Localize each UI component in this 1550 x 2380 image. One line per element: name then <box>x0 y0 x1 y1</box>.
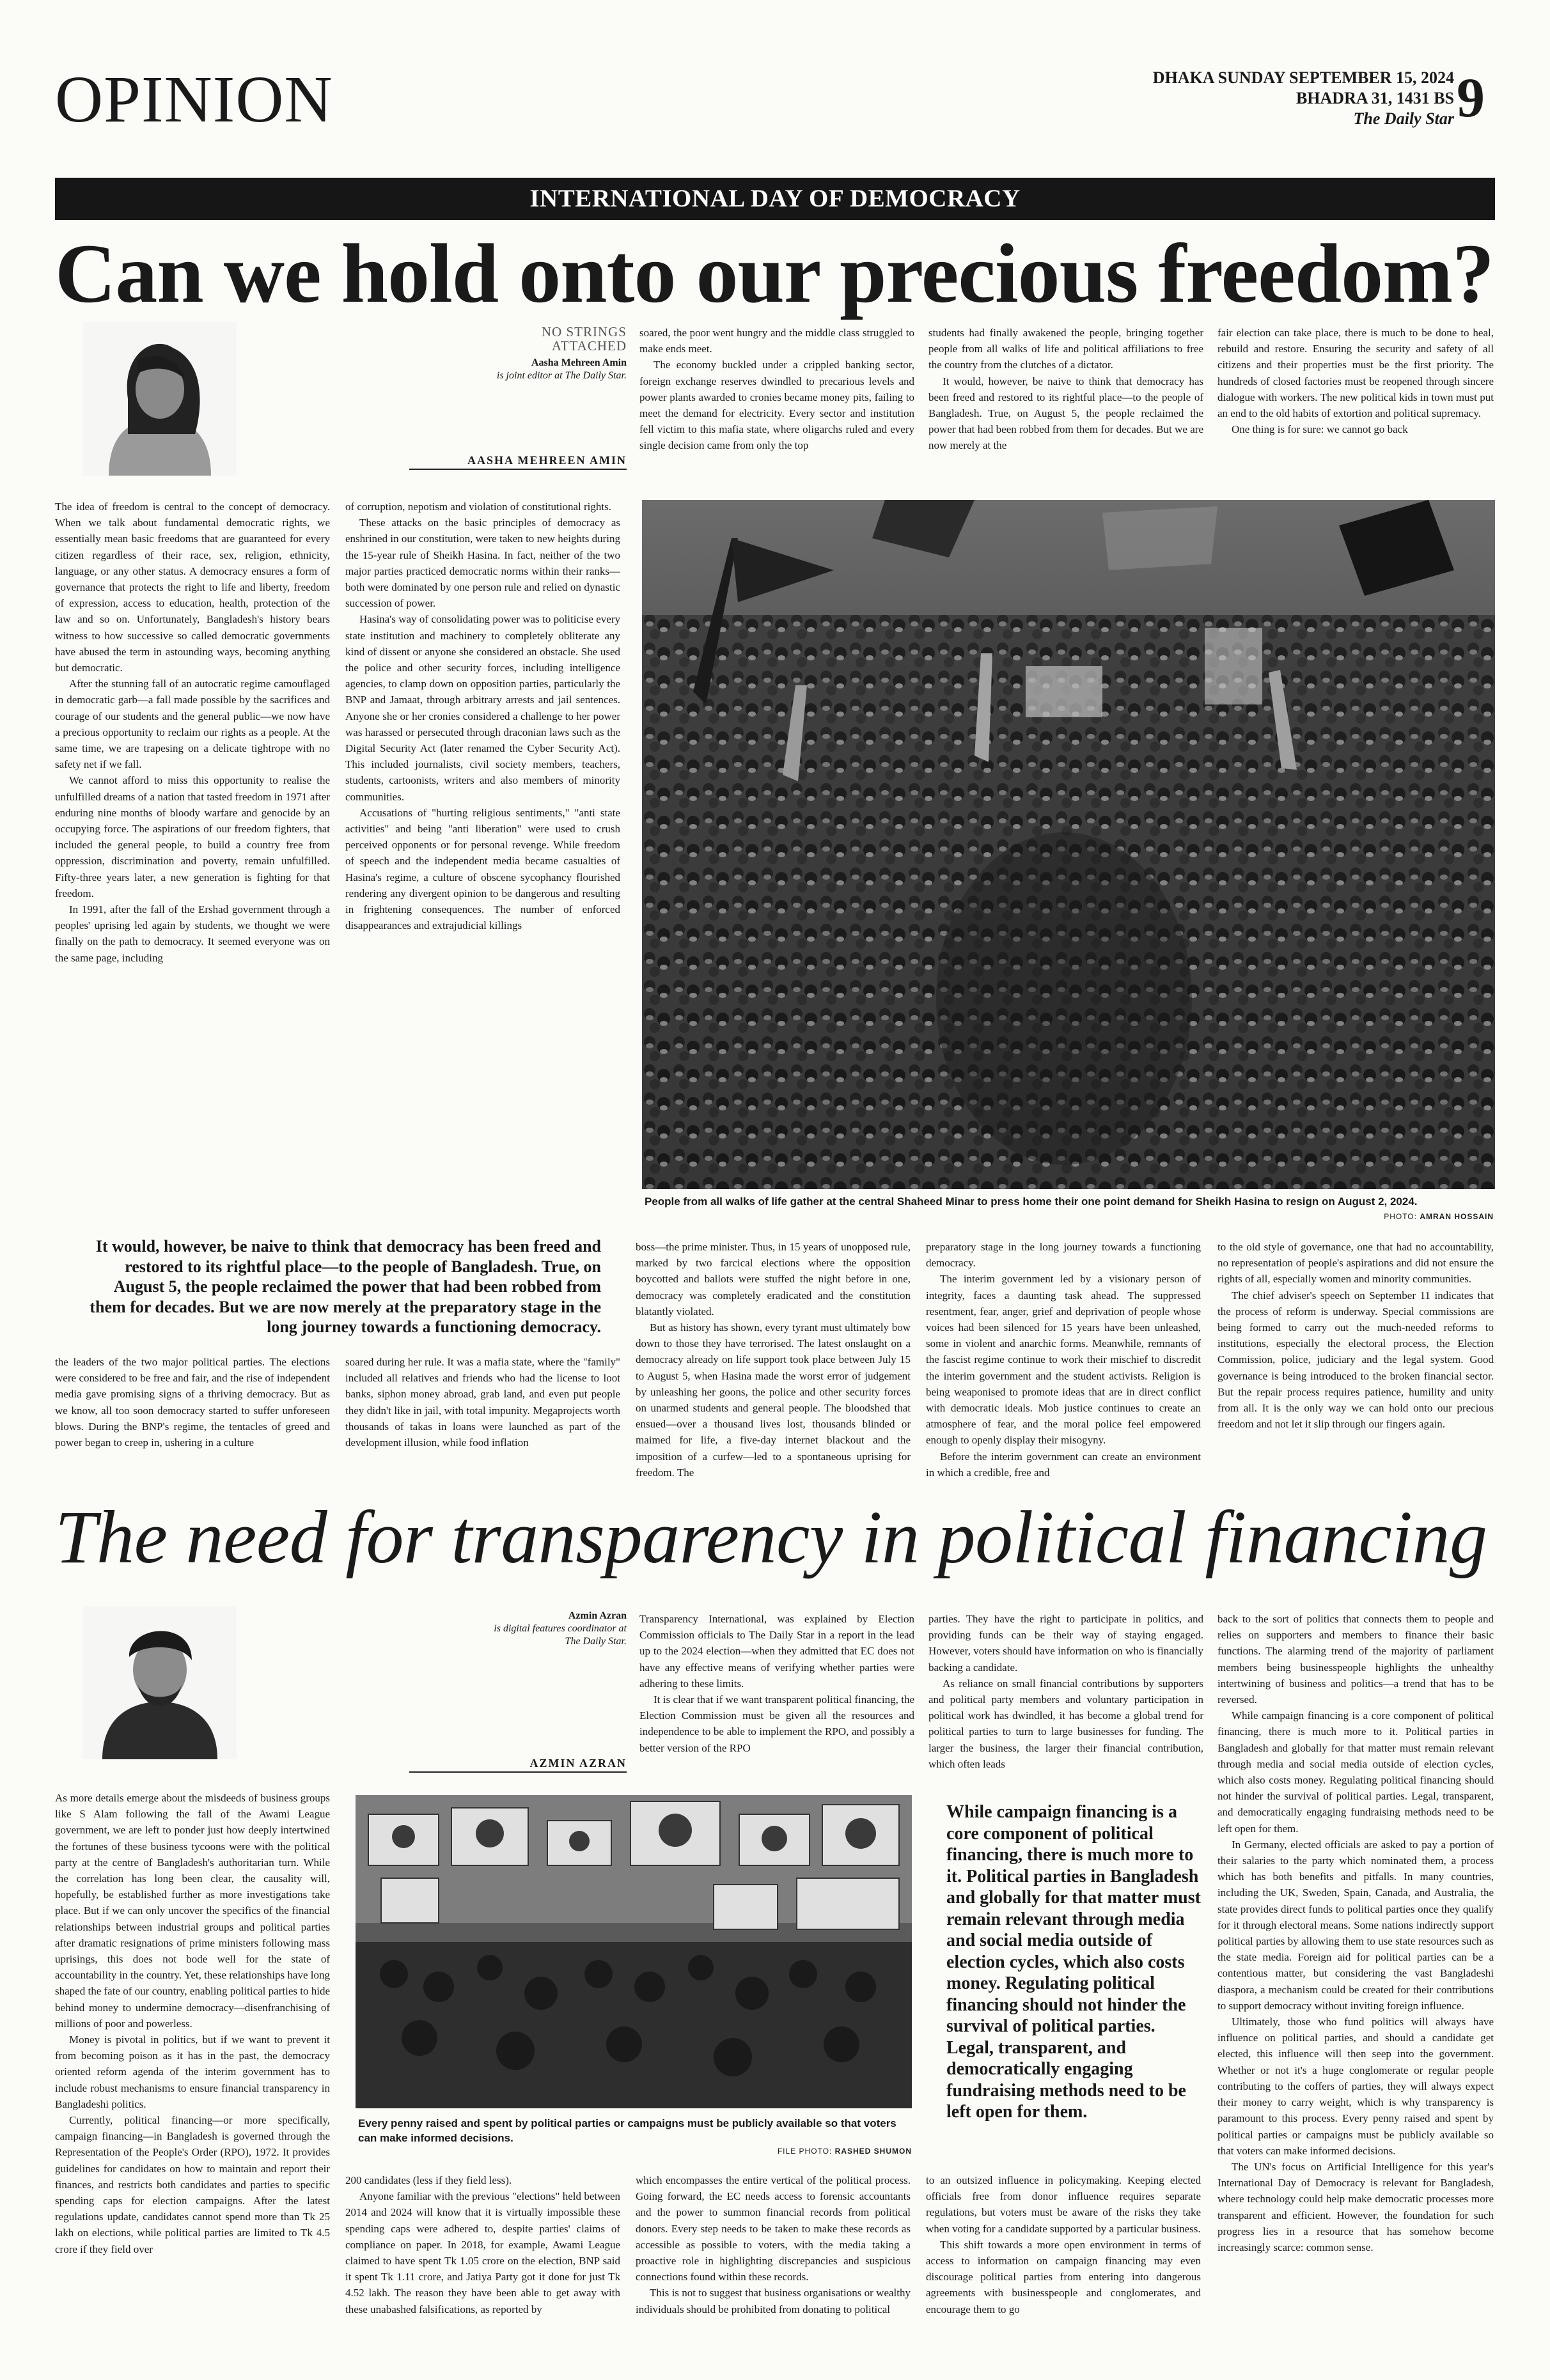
author-short-name-2: Azmin Azran <box>568 1610 627 1621</box>
article2-headline: The need for transparency in political financing <box>55 1495 1487 1579</box>
article2-photo-posters <box>356 1795 912 2108</box>
author-role: is joint editor at The Daily Star. <box>496 370 627 381</box>
paragraph: We cannot afford to miss this opportunity to realise the unfulfilled dreams of a nation that tasted freedom in 1971 after enduring nine months of bloody warfare and genocide by an occupying force. The aspirations of our freedom fighters, that included the general people, to build a country free from oppression, discrimination and poverty, remain unfulfilled. Fifty-three years later, a new generation is fighting for that freedom. <box>55 774 330 899</box>
paragraph: One thing is for sure: we cannot go back <box>1232 423 1408 436</box>
paragraph: back to the sort of politics that connects them to people and relies on supporters and members to finance their basic functions. The alarming trend of the majority of parliament members being businesspeople highlights the unhealthy intertwining of business and politics—a trend that has to be reversed. <box>1217 1613 1494 1706</box>
author-role-2a: is digital features coordinator at <box>494 1623 627 1634</box>
paragraph: of corruption, nepotism and violation of constitutional rights. <box>345 501 611 513</box>
paragraph: Accusations of "hurting religious sentiments," "anti state activities" and being "anti liberation" were used to crush perceived opponents or for personal revenge. While freedom of speech and the independent media became casualties of Hasina's regime, a culture of obscene sycophancy flourished rendering any divergent opinion to be dangerous and resulting in frightening consequences. The number of enforced disappearances and extrajudicial killings <box>345 806 620 932</box>
paragraph: This is not to suggest that business organisations or wealthy individuals should be prohibited from donating to political <box>636 2287 911 2315</box>
article1-kicker-banner: INTERNATIONAL DAY OF DEMOCRACY <box>55 178 1495 220</box>
paragraph: As more details emerge about the misdeeds of business groups like S Alam following the fall of the Awami League government, we are left to ponder just how deeply intertwined the fortunes of these business tycoons were with the political party at the centre of Bangladesh's authoritarian turn. While the correlation has long been clear, the causality will, hopefully, be established further as more investigations take place. But if we can only uncover the specifics of the financial relationships between industrial groups and political parties after dramatic resignations of prime ministers following mass uprisings, this does not bode well for the state of accountability in the country. Yet, these relationships have long shaped the fate of our country, enabling political parties to hide behind money to undermine democracy—disenfranchising of millions of poor and powerless. <box>55 1792 330 2030</box>
paragraph: In 1991, after the fall of the Ershad government through a peoples' uprising led again by students, we thought we were finally on the path to democracy. It seemed everyone was on the same page, including <box>55 903 330 964</box>
article1-headline: Can we hold onto our precious freedom? <box>55 226 1494 320</box>
paragraph: It would, however, be naive to think that democracy has been freed and restored to its rightful place—to the people of Bangladesh. True, on August 5, the people reclaimed the power that had been robbed from them for decades. But we are now merely at the <box>928 375 1203 452</box>
article2-bot-col-4 <box>926 2172 1201 2346</box>
paragraph: Transparency International, was explained by Election Commission officials to The Daily Star in a report in the lead up to the 2024 election—when they admitted that EC does not have any effective means of verifying whether parties were adhering to these limits. <box>639 1613 914 1690</box>
byline-azmin: AZMIN AZRAN <box>409 1757 627 1773</box>
article2-pull-quote: While campaign financing is a core component of political financing, there is much more to it. Political parties in Bangladesh and globally for that matter must remain relevant through media and social media outside of election cycles, which also costs money. Regulating political financing should not hinder the survival of political parties. Legal, transparent, and democratically engaging fundraising methods need to be left open for them. <box>946 1802 1201 2122</box>
article1-top-col-c <box>1217 325 1494 482</box>
author-photo-azmin <box>83 1606 237 1759</box>
crowd-photo-graphic <box>642 500 1495 1189</box>
page-number: 9 <box>1457 67 1485 129</box>
article1-low-col-4 <box>926 1239 1201 1486</box>
photo-credit-name-2: RASHED SHUMON <box>834 2147 912 2156</box>
paper-name: The Daily Star <box>1353 109 1454 128</box>
author-bio-azmin <box>358 1610 627 1648</box>
paragraph: preparatory stage in the long journey towards a functioning democracy. <box>926 1241 1201 1270</box>
paragraph: But as history has shown, every tyrant must ultimately bow down to those they have terrorised. The latest onslaught on a democracy already on life support took place between July 15 to August 5, when Hasina made the worst error of judgement by unleashing her goons, the police and other security forces on unarmed students and general people. The bloodshed that ensued—over a thousand lives lost, thousands blinded or maimed for life, a five-day internet blackout and the imposition of a curfew—led to a spontaneous uprising for freedom. The <box>636 1321 911 1479</box>
posters-photo-graphic <box>356 1795 912 2108</box>
paragraph: which encompasses the entire vertical of the political process. Going forward, the EC needs access to forensic accountants and the power to summon financial records from political donors. Every step needs to be taken to make these records as accessible as possible to voters, with the media taking a proactive role in highlighting discrepancies and suspicious connections found within these records. <box>636 2174 911 2283</box>
article1-top-col-a <box>639 325 914 482</box>
paragraph: fair election can take place, there is much to be done to heal, rebuild and restore. Ensuring the security and safety of all citizens and their properties must be the first priority. The hundreds of closed factories must be reopened through sincere dialogue with workers. The new political kids in town must put an end to the old habits of extortion and political supremacy. <box>1217 327 1494 420</box>
paragraph: The idea of freedom is central to the concept of democracy. When we talk about fundamental democratic rights, we essentially mean basic freedoms that are guaranteed for every citizen regardless of their race, sex, religion, ethnicity, language, or any other status. A democracy ensures a form of governance that protects the right to life and liberty, freedom of expression, access to education, health, protection of the law and so on. Unfortunately, Bangladesh's history bears witness to how successive so called democratic governments have abused the term in astounding ways, becoming anything but democratic. <box>55 501 330 674</box>
paragraph: After the stunning fall of an autocratic regime camouflaged in democratic garb—a fall made possible by the sacrifices and courage of our students and the general public—we now have a precious opportunity to reclaim our rights as a people. At the same time, we are trapesing on a delicate tightrope with no safety net if we fall. <box>55 678 330 771</box>
author-photo-aasha <box>83 322 237 476</box>
paragraph: Before the interim government can create an environment in which a credible, free and <box>926 1450 1201 1479</box>
paragraph: The economy buckled under a crippled banking sector, foreign exchange reserves dwindled to precarious levels and power plants awarded to cronies became money pits, failing to meet the demand for electricity. Every sector and institution fell victim to this mafia state, where oligarchs ruled and every single decision came from only the top <box>639 359 914 452</box>
paragraph: The interim government led by a visionary person of integrity, faces a daunting task ahead. The suppressed resentment, fear, anger, grief and deprivation of people whose voices had been silenced for 15 years have been unleashed, some in violent and anarchic forms. Meanwhile, remnants of the fascist regime continue to work their mischief to discredit the interim government and the student activists. Religion is being weaponised to promote ideas that are in direct conflict with democratic ideals. Mob justice continues to create an atmosphere of fear, and the moral police feel empowered enough to openly display their misogyny. <box>926 1273 1201 1447</box>
paragraph: Ultimately, those who fund politics will always have influence on political parties, and should a candidate get elected, this influence will then seep into the government. Whether or not it's a huge conglomerate or regular people contributing to the coffers of parties, they will always expect their money to carry weight, which is why transparency is paramount to this process. Every penny raised and spent by political parties or campaigns must be publicly available so that voters can make informed decisions. <box>1217 2016 1494 2157</box>
paragraph: Money is pivotal in politics, but if we want to prevent it from becoming poison as it has in the past, the democracy oriented reform agenda of the interim government has to include robust mechanisms to ensure financial transparency in Bangladeshi politics. <box>55 2034 330 2110</box>
paragraph: 200 candidates (less if they field less). <box>345 2174 512 2186</box>
column-title <box>384 325 627 353</box>
paragraph: boss—the prime minister. Thus, in 15 years of unopposed rule, marked by two farcical elections where the opposition boycotted and ballots were stuffed the night before in one, democracy was completely eradicated and the constitution blatantly violated. <box>636 1241 911 1318</box>
photo-credit-label-2: FILE PHOTO: <box>777 2147 833 2156</box>
article2-top-col-a <box>639 1611 914 1777</box>
paragraph: Currently, political financing—or more specifically, campaign financing—in Bangladesh is governed through the Representation of the People's Order (RPO), 1972. It provides guidelines for candidates on how to maintain and report their finances, and restricts both candidates and parties to specific spending caps for election campaigns. After the latest regulations update, candidates cannot spend more than Tk 25 lakh on elections, while political parties are limited to Tk 4.5 crore if they field over <box>55 2114 330 2255</box>
paragraph: This shift towards a more open environment in terms of access to information on campaign financing may even discourage political parties from entering into dangerous agreements with businesspeople and conglomerates, and encourage them to go <box>926 2238 1201 2315</box>
paragraph: soared, the poor went hungry and the middle class struggled to make ends meet. <box>639 327 914 355</box>
paragraph: It is clear that if we want transparent political financing, the Election Commission must be given all the resources and independence to be able to implement the RPO, and possibly a better version of the RPO <box>639 1693 914 1754</box>
article2-left-col <box>55 1790 330 2346</box>
article1-mid-col-1 <box>55 499 330 1207</box>
paragraph: soared during her rule. It was a mafia state, where the "family" included all relatives and friends who had the license to loot banks, siphon money abroad, grab land, and even put people they didn't like in jail, with total impunity. Megaprojects worth thousands of takas in loans were launched as part of the development illusion, while food inflation <box>345 1356 620 1449</box>
article1-photo-caption: People from all walks of life gather at the central Shaheed Minar to press home their one point demand for Sheikh Hasina to resign on August 2, 2024. <box>645 1195 1418 1208</box>
article2-top-col-b <box>928 1611 1203 1777</box>
dateline-block <box>1045 68 1454 129</box>
article1-pull-quote: It would, however, be naive to think that democracy has been freed and restored to its rightful place—to the people of Bangladesh. True, on August 5, the people reclaimed the power that had been robbed from them for decades. But we are now merely at the preparatory stage in the long journey towards a functioning democracy. <box>90 1237 601 1336</box>
author-portrait-graphic <box>83 322 237 476</box>
column-title-line1: NO STRINGS <box>541 324 627 339</box>
paragraph: students had finally awakened the people, bringing together people from all walks of life and political affiliations to free the country from the clutches of a dictator. <box>928 327 1203 371</box>
paragraph: to an outsized influence in policymaking. Keeping elected officials free from donor influence requires separate regulations, but voters must be aware of the risks they take when voting for a candidate supported by a particular business. <box>926 2174 1201 2235</box>
article1-low-col-3 <box>636 1239 911 1486</box>
article1-low-col-1 <box>55 1354 330 1486</box>
article2-right-col <box>1217 1611 1494 2346</box>
dateline: DHAKA SUNDAY SEPTEMBER 15, 2024 <box>1152 68 1454 87</box>
paragraph: In Germany, elected officials are asked to pay a portion of their salaries to the party which nominated them, a process which has both benefits and pitfalls. In many countries, including the UK, Sweden, Spain, Canada, and Australia, the state provides direct funds to political parties once they qualify for it through electoral means. Some nations indirectly support political parties by allowing them to use state resources such as the state media. Foreign aid for political parties can be a contentious matter, but considering the vast Bangladeshi diaspora, a mechanism could be created for their contributions to support democracy without inviting foreign influence. <box>1217 1838 1494 2012</box>
author-short-name: Aasha Mehreen Amin <box>531 357 627 368</box>
article2-bot-col-2 <box>345 2172 620 2346</box>
paragraph: The UN's focus on Artificial Intelligence for this year's International Day of Democracy is relevant for Bangladesh, where technology could help make democratic processes more transparent and efficient. However, the foundation for such progress lies in a resource that has somehow become increasingly scarce: common sense. <box>1217 2160 1494 2253</box>
article1-photo-credit <box>1215 1212 1494 1221</box>
article1-photo-crowd <box>642 500 1495 1189</box>
paragraph: Hasina's way of consolidating power was to politicise every state institution and machinery to completely obliterate any kind of dissent or anyone she considered an obstacle. She used the police and other security forces, including intelligence agencies, to clamp down on opposition parties, particularly the BNP and Jamaat, through arbitrary arrests and jail sentences. Anyone she or her cronies considered a challenge to her power was harassed or persecuted through draconian laws such as the Digital Security Act (later renamed the Cyber Security Act). This included journalists, civil society members, teachers, students, cartoonists, writers and also members of minority communities. <box>345 613 620 803</box>
paragraph: Anyone familiar with the previous "elections" held between 2014 and 2024 will know that it is virtually impossible these spending caps were adhered to, despite parties' claims of compliance on paper. In 2018, for example, Awami League claimed to have spent Tk 1.05 crore on the election, BNP said it spent Tk 1.11 crore, and Jatiya Party got it done for just Tk 4.52 lakh. The reason they have been able to get away with these unabashed falsifications, as reported by <box>345 2190 620 2315</box>
article2-photo-caption: Every penny raised and spent by political parties or campaigns must be publicly available so that voters can make informed decisions. <box>358 2117 896 2144</box>
author-role-2b: The Daily Star. <box>565 1636 627 1647</box>
byline-aasha: AASHA MEHREEN AMIN <box>409 454 627 470</box>
author-portrait-graphic-2 <box>83 1606 237 1759</box>
article1-mid-col-2 <box>345 499 620 1207</box>
paragraph: The chief adviser's speech on September 11 indicates that the process of reform is underway. Special commissions are being formed to carry out the much-needed reforms to institutions, especially the electoral process, the Election Commission, police, judiciary and the legal system. Good governance is being introduced to the broken financial sector. But the repair process requires patience, humility and unity from all. It is the only way we can hold onto our precious freedom and not let it slip through our fingers again. <box>1217 1289 1494 1431</box>
article1-top-col-b <box>928 325 1203 482</box>
paragraph: While campaign financing is a core component of political financing, there is much more to it. Political parties in Bangladesh and globally for that matter must remain relevant through media and social media outside of election cycles, which also costs money. Regulating political financing should not hinder the survival of political parties. Legal, transparent, and democratically engaging fundraising methods need to be left open for them. <box>1217 1709 1494 1835</box>
paragraph: to the old style of governance, one that had no accountability, no representation of people's aspirations and did not ensure the rights of all, especially women and minority communities. <box>1217 1241 1494 1286</box>
paragraph: These attacks on the basic principles of democracy as enshrined in our constitution, were taken to new heights during the 15-year rule of Sheikh Hasina. In fact, neither of the two major parties practiced democratic norms within their ranks—both were dominated by one person rule and relied on dynastic succession of power. <box>345 517 620 610</box>
section-label: OPINION <box>55 63 333 136</box>
article2-bot-col-3 <box>636 2172 911 2346</box>
author-bio-aasha <box>358 357 627 382</box>
paragraph: the leaders of the two major political parties. The elections were considered to be free and fair, and the rise of independent media gave promising signs of a thriving democracy. But as we know, all too soon democracy started to suffer unforeseen blows. During the BNP's regime, the tentacles of greed and power began to creep in, ushering in a culture <box>55 1356 330 1449</box>
photo-credit-name: AMRAN HOSSAIN <box>1420 1212 1494 1221</box>
article1-low-col-5 <box>1217 1239 1494 1486</box>
photo-credit-label: PHOTO: <box>1384 1212 1417 1221</box>
column-title-line2: ATTACHED <box>551 338 627 354</box>
paragraph: parties. They have the right to participate in politics, and providing funds can be their way of staying engaged. However, voters should have information on who is financially backing a candidate. <box>928 1613 1203 1674</box>
paragraph: As reliance on small financial contributions by supporters and political party members and voluntary participation in political work has dwindled, it has become a global trend for political parties to turn to large businesses for funding. The larger the business, the larger their financial contribution, which often leads <box>928 1677 1203 1770</box>
article1-low-col-2 <box>345 1354 620 1486</box>
bengali-date: BHADRA 31, 1431 BS <box>1296 89 1454 107</box>
article2-photo-credit <box>639 2147 912 2156</box>
